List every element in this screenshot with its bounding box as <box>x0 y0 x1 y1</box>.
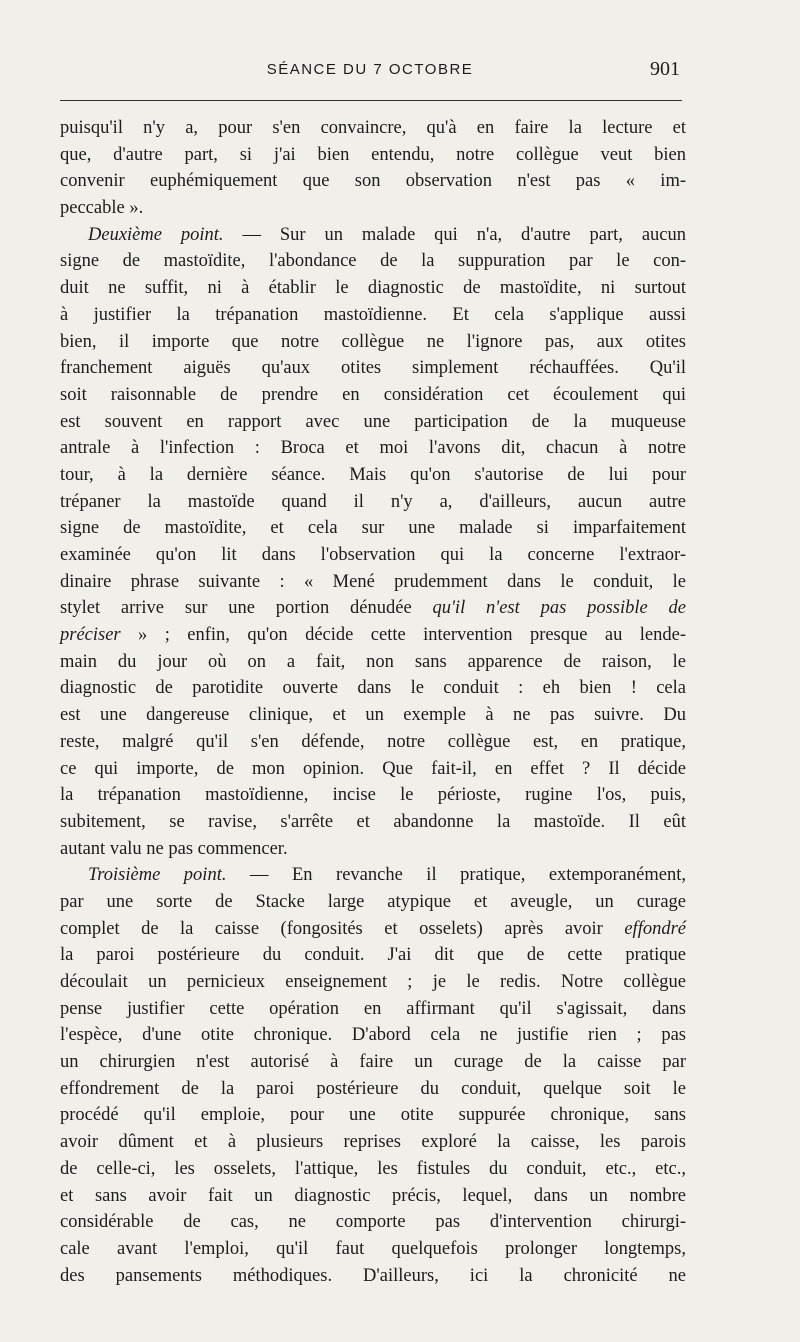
text-line: l'espèce, d'une otite chronique. D'abord cela ne justifie rien ; pas <box>60 1025 686 1046</box>
text-line: ce qui importe, de mon opinion. Que fait-il, en effet ? Il décide <box>60 758 686 779</box>
text-line: que, d'autre part, si j'ai bien entendu, notre collègue veut bien <box>60 144 686 165</box>
text-line: de celle-ci, les osselets, l'attique, les fistules du conduit, etc., etc., <box>60 1158 686 1179</box>
body-text <box>60 115 686 1289</box>
text-line <box>60 622 686 649</box>
text-span: stylet arrive sur une portion dénudée <box>60 598 433 619</box>
text-line: effondrement de la paroi postérieure du conduit, quelque soit le <box>60 1078 686 1099</box>
text-line: par une sorte de Stacke large atypique et aveugle, un curage <box>60 891 686 912</box>
running-title: SÉANCE DU 7 OCTOBRE <box>266 61 474 78</box>
text-line: examinée qu'on lit dans l'observation qui la concerne l'extraor- <box>60 545 686 565</box>
text-line: signe de mastoïdite, et cela sur une malade si imparfaitement <box>60 518 686 539</box>
text-line: et sans avoir fait un diagnostic précis, lequel, dans un nombre <box>60 1185 686 1206</box>
text-line: un chirurgien n'est autorisé à faire un curage de la caisse par <box>60 1052 686 1073</box>
text-line: cale avant l'emploi, qu'il faut quelquefois prolonger longtemps, <box>60 1238 686 1259</box>
italic-span: qu'il n'est pas possible de <box>432 598 687 619</box>
text-line: dinaire phrase suivante : « Mené prudemment dans le conduit, le <box>60 571 686 592</box>
text-line: diagnostic de parotidite ouverte dans le conduit : eh bien ! cela <box>60 678 686 699</box>
text-span: — En revanche il pratique, extemporanément, <box>226 865 686 886</box>
text-line: procédé qu'il emploie, pour une otite suppurée chronique, sans <box>60 1105 686 1126</box>
section-heading-troisieme: Troisième point. <box>88 865 227 886</box>
text-line: duit ne suffit, ni à établir le diagnostic de mastoïdite, ni surtout <box>60 278 686 299</box>
text-line: pense justifier cette opération en affirmant qu'il s'agissait, dans <box>60 998 686 1019</box>
text-line: puisqu'il n'y a, pour s'en convaincre, qu'à en faire la lecture et <box>60 118 686 138</box>
text-line: reste, malgré qu'il s'en défende, notre collègue est, en pratique, <box>60 731 686 752</box>
text-line: subitement, se ravise, s'arrête et abandonne la mastoïde. Il eût <box>60 811 686 832</box>
text-line: main du jour où on a fait, non sans apparence de raison, le <box>60 651 686 672</box>
text-line <box>60 222 686 249</box>
italic-span: effondré <box>624 918 686 939</box>
text-line: signe de mastoïdite, l'abondance de la suppuration par le con- <box>60 251 686 272</box>
text-line: trépaner la mastoïde quand il n'y a, d'ailleurs, aucun autre <box>60 491 686 512</box>
text-line <box>60 862 686 889</box>
text-line: des pansements méthodiques. D'ailleurs, ici la chronicité ne <box>60 1265 686 1286</box>
text-line: découlait un pernicieux enseignement ; je le redis. Notre collègue <box>60 972 686 992</box>
header-rule <box>60 100 682 101</box>
text-line: avoir dûment et à plusieurs reprises exploré la caisse, les parois <box>60 1132 686 1153</box>
text-line: autant valu ne pas commencer. <box>60 838 288 859</box>
text-line: est une dangereuse clinique, et un exemple à ne pas suivre. Du <box>60 705 686 726</box>
text-span: complet de la caisse (fongosités et osselets) après avoir <box>60 918 625 939</box>
text-line: la paroi postérieure du conduit. J'ai dit que de cette pratique <box>60 945 686 966</box>
text-line: bien, il importe que notre collègue ne l'ignore pas, aux otites <box>60 331 686 352</box>
text-line: considérable de cas, ne comporte pas d'intervention chirurgi- <box>60 1212 686 1233</box>
italic-span: préciser <box>60 625 121 646</box>
text-line <box>60 916 686 943</box>
text-line: convenir euphémiquement que son observation n'est pas « im- <box>60 171 686 192</box>
text-line: peccable ». <box>60 198 144 219</box>
text-line: est souvent en rapport avec une participation de la muqueuse <box>60 411 686 432</box>
text-line: à justifier la trépanation mastoïdienne. Et cela s'applique aussi <box>60 304 686 325</box>
text-line: la trépanation mastoïdienne, incise le périoste, rugine l'os, puis, <box>60 785 686 806</box>
page-header <box>60 58 680 87</box>
text-span: — Sur un malade qui n'a, d'autre part, aucun <box>223 224 686 245</box>
section-heading-deuxieme: Deuxième point. <box>88 224 224 245</box>
text-line: tour, à la dernière séance. Mais qu'on s'autorise de lui pour <box>60 464 686 485</box>
text-line <box>60 595 686 622</box>
text-line: franchement aiguës qu'aux otites simplement réchauffées. Qu'il <box>60 358 686 379</box>
page-number: 901 <box>650 58 680 80</box>
text-line: soit raisonnable de prendre en considération cet écoulement qui <box>60 384 686 405</box>
text-line: antrale à l'infection : Broca et moi l'avons dit, chacun à notre <box>60 438 686 459</box>
text-span: » ; enfin, qu'on décide cette intervention presque au lende- <box>120 625 686 646</box>
